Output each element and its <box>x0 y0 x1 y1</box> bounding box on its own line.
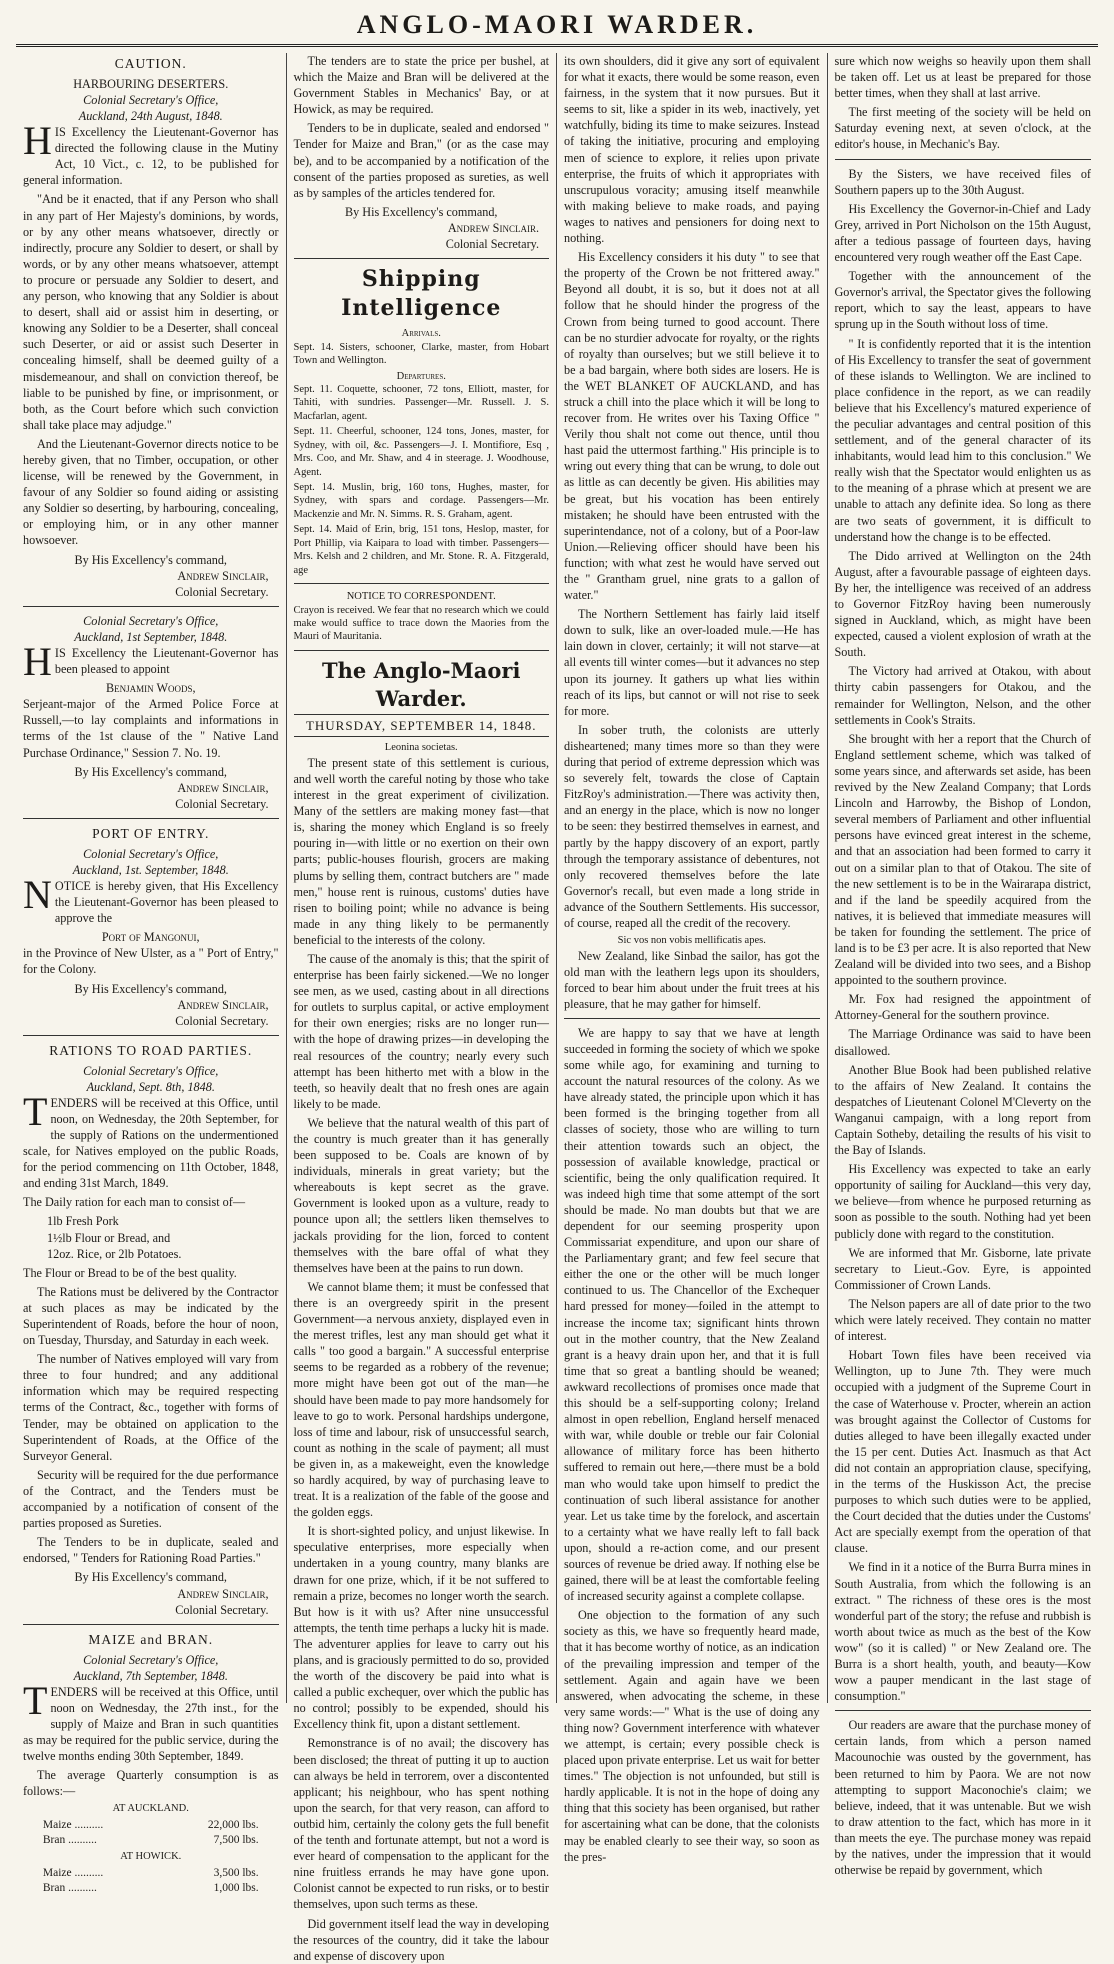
rations-para: Security will be required for the due performance of the Contract, and the Tenders must be accompanied by a notification of consent of the parties proposed as Sureties. <box>23 1467 279 1531</box>
appoint-office: Colonial Secretary's Office, <box>83 613 219 628</box>
signer: Andrew Sinclair, <box>177 780 269 795</box>
arrivals-heading: Arrivals. <box>401 328 441 340</box>
divider <box>23 1035 279 1036</box>
rations-para: The Rations must be delivered by the Contractor at such places as may be indicated by the Superintendent of Roads, before the hour of noon, on Tuesday, Thursday, and Saturday in each week. <box>23 1284 279 1348</box>
port-para: in the Province of New Ulster, as a " Port of Entry," for the Colony. <box>23 946 279 977</box>
caution-office: Colonial Secretary's Office, <box>83 92 219 107</box>
columns <box>16 53 1098 1963</box>
column-4 <box>828 53 1099 1878</box>
by-command: By His Excellency's command, <box>345 204 498 219</box>
signer: Andrew Sinclair. <box>447 220 539 235</box>
rations-item: 12oz. Rice, or 2lb Potatoes. <box>47 1246 182 1261</box>
editorial-para: One objection to the formation of any such society as this, we have so frequently heard made, that it has become worthy of notice, as an indication of the prevailing impression and temper of the settlement. Again and again have we been answered, when advocating the scheme, in these very same words:—" What is the use of doing any thing now? Government interference with whatever we attempt, is certain; every possible check is placed upon private enterprise. Let us wait for better times." The objection is not unfounded, but still is hardly applicable. It is not in the hope of doing any thing that this society has been organised, but rather for ascertaining what can be done, that the colonists may be enabled clearly to see their way, so soon as the pres- <box>564 1608 820 1864</box>
maize-office: Colonial Secretary's Office, <box>83 1652 219 1667</box>
editorial-para: Remonstrance is of no avail; the discovery has been disclosed; the threat of putting it up to auction can always be held in terrorem, over a discontented applicant; his neighbour, who has spent nothing upon the search, for that very reason, can afford to outbid him, certainly the colony gets the full benefit of the tenth and fortunate attempt, but not a word is ever heard of compensation to the applicant for the nine fruitless errands he may have gone upon. Colonist cannot be expected to run risks, or to bestir themselves, upon such terms as these. <box>293 1736 549 1912</box>
port-title: PORT OF ENTRY. <box>92 825 210 841</box>
rations-item: 1½lb Flour or Bread, and <box>47 1230 171 1245</box>
caution-para: HIS Excellency the Lieutenant-Governor has directed the following clause in the Mutiny Act, 10 Vict., c. 12, to be published for general information. <box>23 118 279 188</box>
news-para: His Excellency was expected to take an early opportunity of sailing for Auckland—this very day, we believe—from whence he purposed returning as soon as possible to the south. Nothing had yet been publicly done with regard to the constitution. <box>834 1162 1091 1241</box>
editorial-para: The present state of this settlement is curious, and well worth the careful noting by those who take interest in the great experiment of civilization. Many of the settlers are making money fast—that is, sharing the money which England is so freely pouring in—with little or no exertion on their own parts; public-houses flourish, grocers are making plums by selling them, contract butchers are " made men," house rent is ruinous, customs' duties have risen to boiling point; while no advance is being made in any thing likely to be permanently beneficial to the interests of the colony. <box>293 755 549 947</box>
signer-title: Colonial Secretary. <box>175 584 269 599</box>
port-para: NOTICE is hereby given, that His Excellency the Lieutenant-Governor has been pleased to approve the <box>23 871 279 926</box>
by-command: By His Excellency's command, <box>74 552 227 567</box>
port-date: Auckland, 1st. September, 1848. <box>72 862 229 877</box>
departures-heading: Departures. <box>396 370 446 382</box>
news-para: The Dido arrived at Wellington on the 24th August, after a favourable passage of eighteen days. By her, the intelligence was received of an address to Governor FitzRoy having been numerously signed in Auckland, which, as might have been expected, caused a violent explosion of wrath at the South. <box>834 548 1091 660</box>
tender-para: The tenders are to state the price per bushel, at which the Maize and Bran will be delivered at the Government Stables in Mechanics' Bay, or at Howick, as may be required. <box>293 54 549 117</box>
editorial-para: We cannot blame them; it must be confessed that there is an overgreedy spirit in the present Government—a nervous anxiety, displayed even in the merest trifles, lest any man should get what it calls " too good a bargain." A successful enterprise seems to be regarded as a robbery of the revenue; more might have been got out of the man—he should have been made to pay more handsomely for leave to go to work. Personal hardships undergone, loss of time and labour, risk of unsuccessful search, count as nothing in the scale of payment; all must be given in, as a makeweight, even the knowledge so hardly acquired, by way of purchasing leave to treat. It is a realization of the fable of the goose and the golden eggs. <box>293 1279 549 1520</box>
news-para: Our readers are aware that the purchase money of certain lands, from which a person named Macounochie was ousted by the government, has been returned to him by Paora. We are not now attempting to support Maconochie's claim; we believe, indeed, that it was untenable. But we wish to draw attention to the fact, which has more in it than meets the eye. The purchase money was repaid by the natives, under the impression that it would otherwise be repaid by government, which <box>834 1718 1091 1878</box>
news-para: We are informed that Mr. Gisborne, late private secretary to Lieut.-Gov. Eyre, is appointed Commissioner of Crown Lands. <box>834 1245 1091 1292</box>
rations-office: Colonial Secretary's Office, <box>83 1063 219 1078</box>
news-para: sure which now weighs so heavily upon them shall be taken off. Let us at least be prepared for those better times, when they shall at last arrive. <box>834 54 1091 101</box>
at-howick: AT HOWICK. <box>120 1851 182 1863</box>
by-command: By His Excellency's command, <box>74 764 227 779</box>
appoint-para: HIS Excellency the Lieutenant-Governor has been pleased to appoint <box>23 639 279 684</box>
signer-title: Colonial Secretary. <box>175 796 269 811</box>
rations-date: Auckland, Sept. 8th, 1848. <box>86 1079 215 1094</box>
caution-para: "And be it enacted, that if any Person who shall in any part of Her Majesty's dominions, by words, or by any other means whatsoever, directly or indirectly, procure any Soldier to desert, or shall by words, or by any other means whatsoever, attempt to procure or persuade any Soldier to desert, and any person, who knowing that any Soldier is about to desert, shall aid or assist him in deserting, or knowing any Soldier to be a Deserter, shall conceal such Deserter, or aid or assist such Deserter in concealing himself, shall be deemed guilty of a misdemeanour, and shall on conviction thereof, be liable to be punished by fine, or imprisonment, or both, as the Court before which such conviction shall take place may adjudge." <box>23 192 279 432</box>
divider <box>564 1018 820 1019</box>
divider <box>23 1624 279 1625</box>
news-para: The first meeting of the society will be held on Saturday evening next, at seven o'clock, at the editor's house, in Mechanic's Bay. <box>834 105 1091 152</box>
masthead: ANGLO-MAORI WARDER. <box>356 10 758 39</box>
news-para: Together with the announcement of the Governor's arrival, the Spectator gives the following report, which to say the least, appears to have sprung up in the South without loss of time. <box>834 269 1091 332</box>
shipping-entry: Sept. 11. Cheerful, schooner, 124 tons, Jones, master, for Sydney, with oil, &c. Passengers—J. I. Montifiore, Esq , Mrs. Coo, and Mr. Shaw, and 4 in steerage. J. Woodhouse, Agent. <box>293 426 549 478</box>
paper-title: The Anglo-Maori Warder. <box>322 657 521 711</box>
shipping-entry: Sept. 11. Coquette, schooner, 72 tons, Elliott, master, for Tahiti, with sundries. Passenger—Mr. Russell. J. S. Macfarlan, agent. <box>293 383 549 422</box>
signer: Andrew Sinclair, <box>177 1586 269 1601</box>
notice-heading: NOTICE TO CORRESPONDENT. <box>346 591 496 603</box>
auckland-table <box>41 1818 261 1848</box>
divider <box>294 650 550 651</box>
signer-title: Colonial Secretary. <box>445 237 539 252</box>
shipping-entry: Sept. 14. Maid of Erin, brig, 151 tons, Heslop, master, for Port Phillip, via Kaipara to load with timber. Passengers—Mrs. Kelsh and 2 children, and Mr. Stone. R. A. Fitzgerald, age <box>293 524 549 576</box>
signer: Andrew Sinclair, <box>177 997 269 1012</box>
column-3 <box>557 53 828 1864</box>
maize-para: TENDERS will be received at this Office, until noon on Wednesday, the 27th inst., for the supply of Maize and Bran in such quantities as may be required for the public service, during the twelve months ending 30th September, 1849. <box>23 1677 279 1764</box>
appoint-date: Auckland, 1st September, 1848. <box>74 629 228 644</box>
rations-list <box>47 1213 279 1261</box>
caution-date: Auckland, 24th August, 1848. <box>78 109 223 123</box>
newspaper-page <box>16 0 1098 1963</box>
signer: Andrew Sinclair, <box>177 568 269 583</box>
editorial-para: It is short-sighted policy, and unjust likewise. In speculative enterprises, more especially when undertaken in a young country, many blanks are drawn for one prize, which, if it be not suffered to remain a prize, becomes no longer worth the search. But how is it with us? After nine unsuccessful attempts, the tenth time perhaps a lucky hit is made. The adventurer applies for leave to carry out his plans, and is graciously permitted to do so, provided the worth of the discovery be paid into what is called a public exchequer, over which the public has no control; possibly to be expended, should his Excellency think fit, upon a distant settlement. <box>293 1524 549 1732</box>
caution-subtitle: HARBOURING DESERTERS. <box>73 76 229 91</box>
table-row: Maize .......... 3,500 lbs. <box>42 1866 259 1879</box>
news-para: By the Sisters, we have received files of Southern papers up to the 30th August. <box>834 166 1091 197</box>
maize-title: MAIZE and BRAN. <box>88 1631 214 1647</box>
editorial-para: New Zealand, like Sinbad the sailor, has got the old man with the leathern legs upon its shoulders, forced to bear him about under the fruit trees at his pleasure, that he may gather for himself. <box>564 948 820 1011</box>
appoint-para: Serjeant-major of the Armed Police Force at Russell,—to lay complaints and informations in terms of the 1st clause of the " Native Land Purchase Ordinance," Session 7. No. 19. <box>23 697 279 760</box>
rations-para: The Tenders to be in duplicate, sealed and endorsed, " Tenders for Rationing Road Parties." <box>23 1535 279 1566</box>
caution-para: And the Lieutenant-Governor directs notice to be hereby given, that no Timber, occupation, or other license, will be renewed by the Government, in favour of any Soldier so found aiding or assisting any Soldier so deserting, by harbouring, concealing, or employing him, or in any other manner howsoever. <box>23 436 279 548</box>
rations-para: The Daily ration for each man to consist of— <box>23 1195 246 1210</box>
editorial-para: His Excellency considers it his duty " to see that the property of the Crown be not frittered away." Beyond all doubt, it is so, but it does not at all follow that he should hinder the progress of the Crown from being turned to good account. There can be no sturdier advocate for royalty, or the rights of royalty than ourselves; but we still believe it to be a bad bargain, where both sides are losers. He is the WET BLANKET OF AUCKLAND, and has struck a chill into the place which it will be long to recover from. He writes over his Taxing Office " Verily thou shalt not come out thence, until thou hast paid the uttermost farthing." His principle is to wring out every thing that can be wrung, to dole out as little as can decently be given. His abilities may be great, but his vocation has been entirely mistaken; he should have been entrusted with the superintendance, not of a colony, but of a Poor-law Union.—Relieving officer should have been his function; with what zest he would have served out the " Grantham gruel, nine grats to a gallon of water." <box>564 250 820 603</box>
rations-para: TENDERS will be received at this Office, until noon, on Wednesday, the 20th September, for the supply of Rations on the undermentioned scale, for Natives employed on the public Roads, for the period commencing on 11th October, 1848, and ending 31st March, 1849. <box>23 1088 279 1191</box>
by-command: By His Excellency's command, <box>74 981 227 996</box>
column-1 <box>16 53 287 1894</box>
shipping-list <box>294 327 550 577</box>
editorial-para: The cause of the anomaly is this; that the spirit of enterprise has been fairly sickened.—We no longer see men, as we used, casting about in all directions for outlets to surplus capital, or active employment for their own energies; risks are no longer run—with the hope of drawing prizes—in developing the real resources of the country; nearly every such attempt has been hitherto met with a blow in the teeth, so heavily dealt that no fresh ones are again likely to be made. <box>293 951 549 1111</box>
editorial-para: In sober truth, the colonists are utterly disheartened; many times more so than they were during that period of extreme depression which was so severely felt, towards the close of Captain FitzRoy's administration.—There was activity then, and an energy in the place, which is now no longer to be seen: they bestirred themselves in earnest, and partly by the happy discovery of an export, partly through the temporary assistance of debentures, not only recovered themselves before the late Governor's recall, but even made a long stride in advance of the Southern Settlements. His successor, of course, reaped all the credit of the recovery. <box>564 722 820 930</box>
divider <box>23 818 279 819</box>
news-para: " It is confidently reported that it is the intention of His Excellency to transfer the seat of government of these islands to Wellington. We are inclined to place confidence in the report, as we can readily believe that his Excellency's matured experience of the peculiar advantages and central position of this settlement, and of the general character of its inhabitants, would lead him to this conclusion." We really wish that the Spectator would enlighten us as to the meaning of a phrase which at present we are unable to attach any definite idea. So long as there are two seats of government, it is difficult to understand how the change is to be effected. <box>834 336 1091 544</box>
signer-title: Colonial Secretary. <box>175 1013 269 1028</box>
table-row: Bran .......... 1,000 lbs. <box>42 1881 259 1894</box>
editorial-para: We believe that the natural wealth of this part of the country is much greater than it has generally been supposed to be. Coals are known of by individuals, minerals in great variety; but the whereabouts is kept secret as the grave. Government is looked upon as a vulture, ready to pounce upon all; the settlers liken themselves to jackals providing for the lion, forced to content themselves with the bare offal of what they themselves have been at the pains to run down. <box>293 1115 549 1275</box>
divider <box>23 606 279 607</box>
editorial-para: Did government itself lead the way in developing the resources of the country, did it take the labour and expense of discovery upon <box>293 1916 549 1963</box>
table-row: Bran .......... 7,500 lbs. <box>42 1833 259 1846</box>
news-para: The Nelson papers are all of date prior to the two which were lately received. They contain no matter of interest. <box>834 1296 1091 1344</box>
news-para: We find in it a notice of the Burra Burra mines in South Australia, from which the following is an extract. " The richness of these ores is the most wonderful part of the story; the refuse and rubbish is worth about twice as much as the best of the Kow wow" (so it is called) " or New Zealand ore. The Burra is a short health, youth, and beauty—Kow wow a pauper mendicant in the last stage of consumption." <box>834 1560 1091 1704</box>
rations-para: The Flour or Bread to be of the best quality. <box>23 1265 237 1280</box>
shipping-entry: Sept. 14. Muslin, brig, 160 tons, Hughes, master, for Sydney, with spars and cordage. Passengers—Mr. Mackenzie and Mr. N. Simms. R. S. Graham, agent. <box>293 482 549 520</box>
signer-title: Colonial Secretary. <box>175 1602 269 1617</box>
howick-table <box>41 1866 261 1896</box>
shipping-entry: Sept. 14. Sisters, schooner, Clarke, master, from Hobart Town and Wellington. <box>293 341 549 367</box>
rations-para: The number of Natives employed will vary from three to four hundred; and any additional information which may be required respecting terms of the Contract, &c., together with forms of Tender, may be obtained on application to the Superintendent of Roads, at the Office of the Surveyor General. <box>23 1352 279 1463</box>
motto: Leonina societas. <box>384 742 458 754</box>
shipping-title: Shipping Intelligence <box>341 266 502 322</box>
divider <box>294 583 550 584</box>
maize-para: The average Quarterly consumption is as follows:— <box>23 1768 279 1799</box>
appoint-name: Benjamin Woods, <box>105 681 196 696</box>
news-para: Mr. Fox had resigned the appointment of Attorney-General for the southern province. <box>834 992 1091 1023</box>
news-para: She brought with her a report that the Church of England settlement scheme, which was talked of some years since, and afterwards set aside, has been revived by the New Zealand Company; that Lords Lincoln and Harrowby, the Bishop of London, several members of Parliament and other influential persons have evinced great interest in the scheme, and that an association had been formed to carry it out on a similar plan to that of Otakou. The site of the new settlement is to be in the Wairarapa district, and if the land be speedily acquired from the natives, it is believed that immediate measures will be taken for founding the settlement. The price of land is to be £3 per acre. It is also reported that New Zealand will be divided into two sees, and a Bishop appointed to the southern province. <box>834 731 1091 988</box>
editorial-para: We are happy to say that we have at length succeeded in forming the society of which we spoke some while ago, for examining and turning to account the natural resources of the colony. As we have already stated, the principle upon which it has been formed is the bringing together from all classes of society, those who are willing to turn their attention towards such an object, the possession of available knowledge, practical or scientific, being the only qualification required. It was indeed high time that some attempt of the sort should be made. No man doubts but that we are dependent for our seeming prosperity upon Commissariat expenditure, and upon our share of the Parliamentary grant; and few feel secure that either the one or the other will be much longer continued to us. The Chancellor of the Exchequer hard pressed for money—foiled in the attempt to increase the income tax; significant hints thrown out in the mother country, that the New Zealand grant is a heavy drain upon her, and that it is full time that so great a bantling should be weaned; awkward recollections of promises once made that this should be a self-supporting colony; Ireland almost in open rebellion, England herself menaced with war, while double or treble our fair Colonial allowance of military force has been hitherto suffered to remain out here,—there must be a bold man who would take upon himself to predict the continuation of such liberal assistance for another year. Let us take time by the forelock, and ascertain to a certainty what we have really left to fall back upon, should a re-action come, and our present sources of revenue be dried away. If nothing else be gained, there will be at least the comfortable feeling of increased security against a complete collapse. <box>564 1025 820 1604</box>
news-para: The Victory had arrived at Otakou, with about thirty cabin passengers for Otakou, and the remainder for Wellington, Nelson, and the other settlements in Cook's Straits. <box>834 664 1091 727</box>
editorial-para: The Northern Settlement has fairly laid itself down to sulk, like an over-loaded mule.—He has lain down in clover, certainly; it will not starve—at all events till winter comes—but it advances no step upon its journey. It gathers up what lies within reach of its lips, but cannot or will not rise to seek for more. <box>564 607 820 718</box>
by-command: By His Excellency's command, <box>74 1570 227 1585</box>
table-row: Maize .......... 22,000 lbs. <box>42 1818 259 1831</box>
news-para: Another Blue Book had been published relative to the affairs of New Zealand. It contains the despatches of Lieutenant Colonel M'Cleverty on the Wanganui campaign, with a long report from Captain Sotheby, detailing the results of his visit to the Bay of Islands. <box>834 1062 1091 1158</box>
rations-title: RATIONS TO ROAD PARTIES. <box>49 1042 253 1058</box>
news-para: His Excellency the Governor-in-Chief and Lady Grey, arrived in Port Nicholson on the 15th August, after a tedious passage of fourteen days, having encountered very rough weather off the East Cape. <box>834 201 1091 265</box>
divider <box>294 258 550 259</box>
news-para: Hobart Town files have been received via Wellington, up to June 7th. They were much occupied with a judgment of the Supreme Court in the case of Waterhouse v. Procter, wherein an action was brought against the Collector of Customs for duties alleged to have been illegally exacted under the 15 per cent. Duties Act. Inasmuch as that Act did not contain an appropriation clause, specifying, in the terms of the Huskisson Act, the precise purposes to which such duties were to be applied, the Court decided that the duties under the Customs' Act are specially exempt from the operation of that clause. <box>834 1348 1091 1556</box>
port-name: Port of Mangonui, <box>101 930 200 945</box>
maize-date: Auckland, 7th September, 1848. <box>73 1668 228 1683</box>
column-2 <box>287 53 558 1963</box>
at-auckland: AT AUCKLAND. <box>112 1803 189 1815</box>
divider <box>835 1710 1092 1711</box>
rations-item: 1lb Fresh Pork <box>47 1214 119 1229</box>
masthead-rule <box>16 44 1098 47</box>
editorial-para: its own shoulders, did it give any sort of equivalent for what it exacts, there would be some reason, even fairness, in the system that it now pursues. But it seems to sit, like a spider in its web, inactively, yet watchfully, biding its time to make seizures. Instead of taking the initiative, procuring and employing men of science to explore, it relies upon private enterprise, the fruits of which it appropriates with unscrupulous voracity; amusing itself meanwhile with making believe to make roads, and paying wages to natives and pensioners for doing next to nothing. <box>564 54 820 246</box>
news-para: The Marriage Ordinance was said to have been disallowed. <box>834 1027 1091 1058</box>
caution-title: CAUTION. <box>114 56 187 71</box>
divider <box>835 159 1092 160</box>
tender-para: Tenders to be in duplicate, sealed and endorsed " Tender for Maize and Bran," (or as the case may be), and to be accompanied by a notification of the consent of the parties proposed as sureties, as well as by samples of the articles tendered for. <box>293 121 549 200</box>
notice-text: Crayon is received. We fear that no research which we could make would suffice to trace down the Maories from the Mauri of Mauritania. <box>293 604 549 643</box>
port-office: Colonial Secretary's Office, <box>83 846 219 861</box>
latin-quote: Sic vos non vobis mellificatis apes. <box>617 935 766 947</box>
paper-date: THURSDAY, SEPTEMBER 14, 1848. <box>294 714 550 737</box>
